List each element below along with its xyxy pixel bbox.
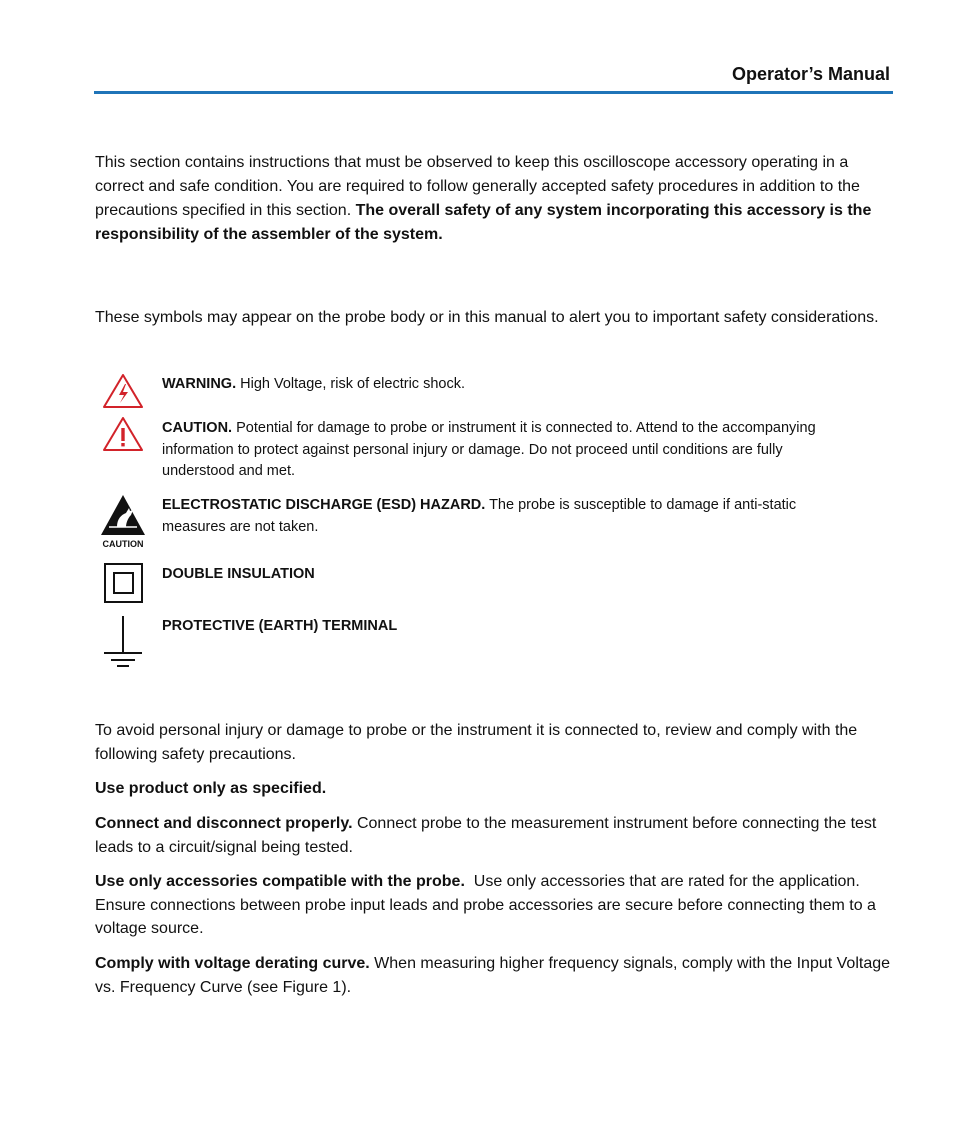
intro-paragraph xyxy=(95,151,895,247)
precaution-text: When measuring higher frequency signals, comply with the Input Voltage vs. Frequency Curve (see Figure 1). xyxy=(95,955,891,996)
symbol-label: WARNING. xyxy=(162,376,237,392)
precaution-item xyxy=(95,870,895,941)
precaution-text: Use only accessories that are rated for the application. Ensure connections between probe input leads and probe accessories are secure before connecting them to a voltage source. xyxy=(95,873,881,937)
header-rule xyxy=(94,91,893,94)
double-insulation-icon xyxy=(95,562,151,609)
caution-icon xyxy=(95,415,151,460)
intro-bold-text: The overall safety of any system incorporating this accessory is the responsibility of the assembler of the system. xyxy=(95,202,872,243)
esd-caption: CAUTION xyxy=(102,539,144,549)
symbol-description: The probe is susceptible to damage if anti-static measures are not taken. xyxy=(162,497,797,535)
precaution-text: Connect probe to the measurement instrument before connecting the test leads to a circuit/signal being tested. xyxy=(95,815,877,856)
symbol-description: High Voltage, risk of electric shock. xyxy=(236,376,465,392)
precaution-item xyxy=(95,952,895,999)
precaution-item xyxy=(95,777,895,801)
precaution-item xyxy=(95,812,895,859)
symbol-label: CAUTION. xyxy=(162,420,233,436)
symbol-text-earth-terminal xyxy=(162,616,852,638)
symbols-intro-paragraph: These symbols may appear on the probe body or in this manual to alert you to important safety considerations. xyxy=(95,309,879,326)
symbol-label: ELECTROSTATIC DISCHARGE (ESD) HAZARD. xyxy=(162,497,486,513)
symbol-label: PROTECTIVE (EARTH) TERMINAL xyxy=(162,618,398,634)
esd-hazard-icon xyxy=(95,493,151,556)
symbol-label: DOUBLE INSULATION xyxy=(162,566,315,582)
earth-terminal-icon xyxy=(95,614,151,675)
symbol-text-double-insulation xyxy=(162,564,852,586)
precaution-label: Connect and disconnect properly. xyxy=(95,815,353,832)
symbol-text-caution xyxy=(162,418,852,483)
intro-text: This section contains instructions that must be observed to keep this oscilloscope accessory operating in a correct and safe condition. You are required to follow generally accepted safety procedures in addition to the precautions specified in this section. xyxy=(95,154,860,219)
precaution-label: Use product only as specified. xyxy=(95,780,327,797)
symbol-text-warning xyxy=(162,374,852,396)
high-voltage-warning-icon xyxy=(95,372,151,417)
precaution-label: Comply with voltage derating curve. xyxy=(95,955,370,972)
symbol-text-esd xyxy=(162,495,852,538)
symbol-description: Potential for damage to probe or instrument it is connected to. Attend to the accompanying information to protect against personal injury or damage. Do not proceed until conditions are fully understood and met. xyxy=(162,420,816,479)
precautions-intro-paragraph: To avoid personal injury or damage to probe or the instrument it is connected to, review and comply with the following safety precautions. xyxy=(95,722,858,763)
page-header-title: Operator’s Manual xyxy=(731,64,890,84)
precaution-label: Use only accessories compatible with the probe. xyxy=(95,873,465,890)
